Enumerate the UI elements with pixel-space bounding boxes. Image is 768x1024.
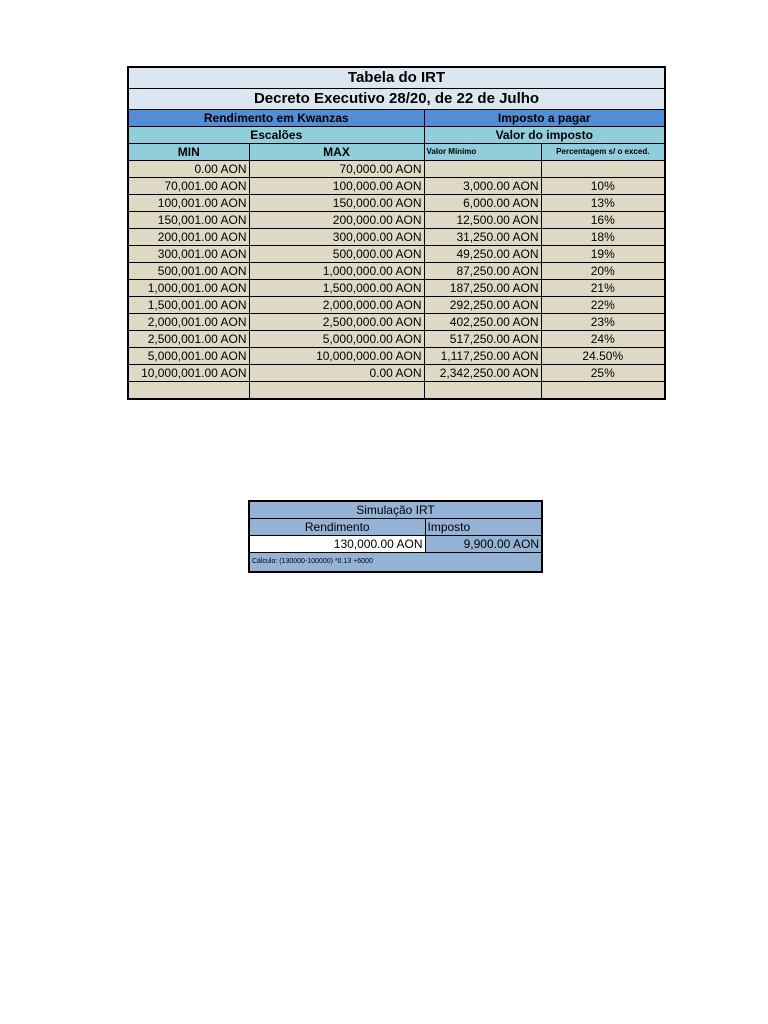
row-tax-min-cell: 402,250.00 AON	[424, 314, 541, 331]
row-min-cell: 2,000,001.00 AON	[128, 314, 249, 331]
row-min-cell: 0.00 AON	[128, 161, 249, 178]
simulation-header-row	[249, 519, 542, 536]
row-tax-min-cell	[424, 382, 541, 400]
row-max-cell: 300,000.00 AON	[249, 229, 424, 246]
row-max-cell: 150,000.00 AON	[249, 195, 424, 212]
row-max-cell: 5,000,000.00 AON	[249, 331, 424, 348]
row-percentage-cell: 20%	[541, 263, 665, 280]
table-row	[128, 297, 665, 314]
row-tax-min-cell: 49,250.00 AON	[424, 246, 541, 263]
row-tax-min-cell: 292,250.00 AON	[424, 297, 541, 314]
table-row	[128, 365, 665, 382]
table-row	[128, 348, 665, 365]
calculation-note: Cálculo: (130000-100000) *0.13 +6000	[249, 553, 542, 573]
row-percentage-cell: 18%	[541, 229, 665, 246]
row-tax-min-cell: 1,117,250.00 AON	[424, 348, 541, 365]
table-title: Tabela do IRT	[128, 67, 665, 89]
row-percentage-cell: 25%	[541, 365, 665, 382]
tax-group-header: Imposto a pagar	[424, 110, 665, 127]
row-percentage-cell: 10%	[541, 178, 665, 195]
col-min-header: MIN	[128, 144, 249, 161]
row-min-cell: 100,001.00 AON	[128, 195, 249, 212]
row-tax-min-cell: 12,500.00 AON	[424, 212, 541, 229]
row-min-cell: 200,001.00 AON	[128, 229, 249, 246]
row-max-cell: 200,000.00 AON	[249, 212, 424, 229]
tax-result-cell: 9,900.00 AON	[425, 536, 542, 553]
income-input-cell[interactable]: 130,000.00 AON	[249, 536, 425, 553]
row-max-cell: 2,500,000.00 AON	[249, 314, 424, 331]
tax-value-header: Valor do imposto	[424, 127, 665, 144]
group-header-row	[128, 110, 665, 127]
row-min-cell: 10,000,001.00 AON	[128, 365, 249, 382]
row-percentage-cell: 21%	[541, 280, 665, 297]
sub-header-row	[128, 127, 665, 144]
tax-label: Imposto	[425, 519, 542, 536]
row-tax-min-cell	[424, 161, 541, 178]
title-row	[128, 67, 665, 89]
row-min-cell: 500,001.00 AON	[128, 263, 249, 280]
row-max-cell: 2,000,000.00 AON	[249, 297, 424, 314]
table-subtitle: Decreto Executivo 28/20, de 22 de Julho	[128, 89, 665, 110]
row-tax-min-cell: 87,250.00 AON	[424, 263, 541, 280]
income-group-header: Rendimento em Kwanzas	[128, 110, 424, 127]
row-max-cell: 70,000.00 AON	[249, 161, 424, 178]
simulation-title-row	[249, 501, 542, 519]
row-tax-min-cell: 2,342,250.00 AON	[424, 365, 541, 382]
table-row	[128, 178, 665, 195]
col-min-value-header: Valor Mínimo	[424, 144, 541, 161]
row-max-cell: 1,000,000.00 AON	[249, 263, 424, 280]
row-percentage-cell: 13%	[541, 195, 665, 212]
row-max-cell: 10,000,000.00 AON	[249, 348, 424, 365]
row-percentage-cell: 23%	[541, 314, 665, 331]
row-tax-min-cell: 3,000.00 AON	[424, 178, 541, 195]
row-tax-min-cell: 517,250.00 AON	[424, 331, 541, 348]
table-row	[128, 314, 665, 331]
row-max-cell	[249, 382, 424, 400]
row-min-cell: 2,500,001.00 AON	[128, 331, 249, 348]
row-percentage-cell: 19%	[541, 246, 665, 263]
row-tax-min-cell: 6,000.00 AON	[424, 195, 541, 212]
simulation-calc-row	[249, 553, 542, 573]
row-min-cell: 1,000,001.00 AON	[128, 280, 249, 297]
table-row	[128, 195, 665, 212]
row-min-cell: 70,001.00 AON	[128, 178, 249, 195]
row-max-cell: 500,000.00 AON	[249, 246, 424, 263]
table-row	[128, 161, 665, 178]
table-row	[128, 331, 665, 348]
row-min-cell: 1,500,001.00 AON	[128, 297, 249, 314]
row-max-cell: 0.00 AON	[249, 365, 424, 382]
row-percentage-cell: 24.50%	[541, 348, 665, 365]
income-label: Rendimento	[249, 519, 425, 536]
table-row	[128, 212, 665, 229]
simulation-table	[248, 500, 543, 573]
row-tax-min-cell: 31,250.00 AON	[424, 229, 541, 246]
row-max-cell: 100,000.00 AON	[249, 178, 424, 195]
simulation-title: Simulação IRT	[249, 501, 542, 519]
row-min-cell: 300,001.00 AON	[128, 246, 249, 263]
table-row	[128, 246, 665, 263]
row-percentage-cell	[541, 382, 665, 400]
brackets-header: Escalões	[128, 127, 424, 144]
table-row	[128, 280, 665, 297]
row-percentage-cell: 24%	[541, 331, 665, 348]
irt-table	[127, 66, 666, 400]
table-row	[128, 382, 665, 400]
table-row	[128, 263, 665, 280]
row-percentage-cell	[541, 161, 665, 178]
table-row	[128, 229, 665, 246]
row-percentage-cell: 16%	[541, 212, 665, 229]
row-min-cell: 150,001.00 AON	[128, 212, 249, 229]
row-percentage-cell: 22%	[541, 297, 665, 314]
subtitle-row	[128, 89, 665, 110]
row-min-cell	[128, 382, 249, 400]
column-header-row	[128, 144, 665, 161]
row-min-cell: 5,000,001.00 AON	[128, 348, 249, 365]
row-tax-min-cell: 187,250.00 AON	[424, 280, 541, 297]
col-percentage-header: Percentagem s/ o exced.	[541, 144, 665, 161]
simulation-values-row	[249, 536, 542, 553]
row-max-cell: 1,500,000.00 AON	[249, 280, 424, 297]
col-max-header: MAX	[249, 144, 424, 161]
